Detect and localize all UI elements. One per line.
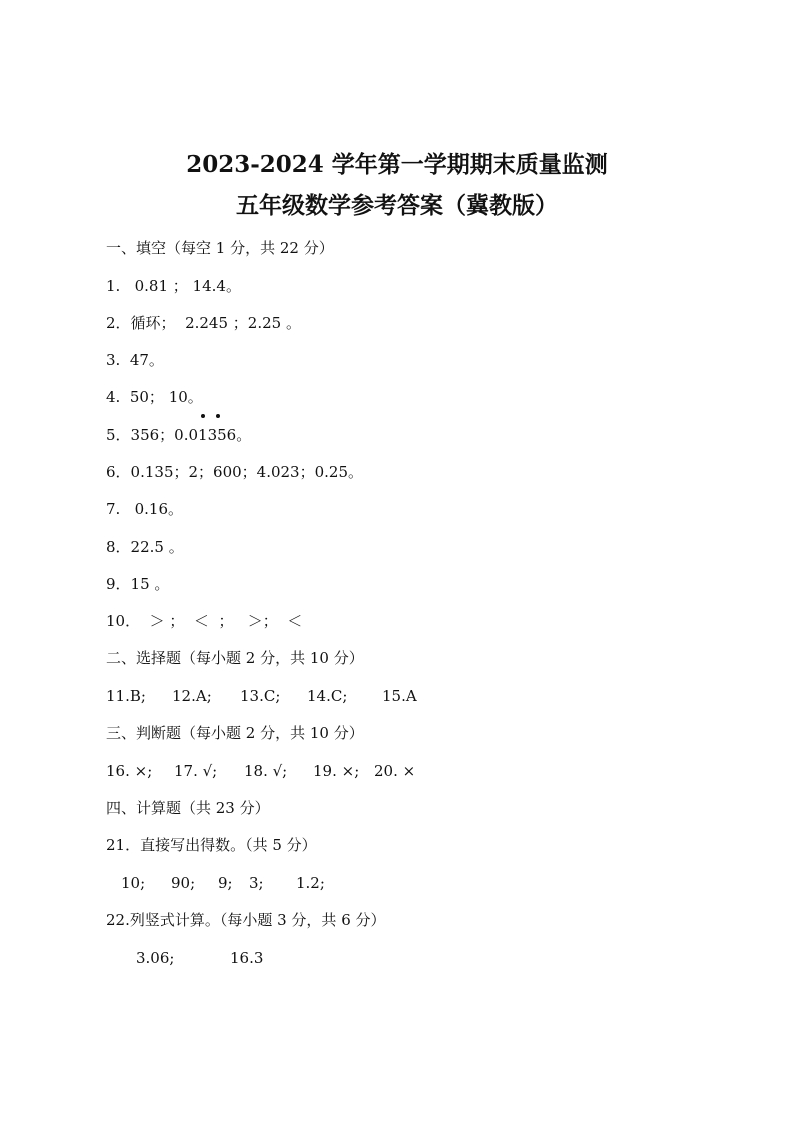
answer-16: 16. ×; [106,762,153,780]
section-heading-fill-in: 一、填空（每空 1 分，共 22 分） [106,239,334,257]
answer-22-2: 16.3 [230,949,264,967]
answer-21-1: 10; [121,874,146,892]
answer-13: 13.C; [240,687,281,705]
question-21-heading: 21．直接写出得数。（共 5 分） [106,836,317,854]
document-subtitle: 五年级数学参考答案（冀教版） [236,192,558,219]
answer-18: 18. √; [244,762,288,780]
answer-19: 19. ×; [313,762,360,780]
answer-line-9: 9．15 。 [106,575,170,593]
answer-20: 20. × [374,762,416,780]
answer-14: 14.C; [307,687,348,705]
answer-line-2: 2．循环； 2.245 ；2.25 。 [106,314,301,332]
answer-line-1: 1. 0.81 ； 14.4。 [106,277,241,295]
answer-21-2: 90; [171,874,196,892]
answer-line-4: 4. 50； 10。 [106,388,203,406]
answer-17: 17. √; [174,762,218,780]
true-false-answers [106,761,526,781]
answer-line-7: 7. 0.16。 [106,500,184,518]
section-heading-calculation: 四、计算题（共 23 分） [106,799,270,817]
multiple-choice-answers [106,686,526,706]
answer-21-5: 1.2; [296,874,325,892]
answer-22-1: 3.06; [136,949,175,967]
answer-15: 15.A [382,687,417,705]
answer-line-5: 5．356；0.01356。 [106,426,252,444]
question-22-answers [106,948,406,968]
answer-21-3: 9; [218,874,233,892]
answer-line-6: 6．0.135；2；600；4.023；0.25。 [106,463,364,481]
answer-11: 11.B; [106,687,146,705]
answer-line-3: 3. 47。 [106,351,164,369]
section-heading-multiple-choice: 二、选择题（每小题 2 分，共 10 分） [106,649,364,667]
answer-line-8: 8．22.5 。 [106,538,184,556]
section-heading-true-false: 三、判断题（每小题 2 分，共 10 分） [106,724,364,742]
repeating-decimal-dot [216,414,220,418]
repeating-decimal-dot [201,414,205,418]
question-21-answers [106,873,406,893]
document-title: 2023-2024 学年第一学期期末质量监测 [186,151,608,178]
answer-21-4: 3; [249,874,264,892]
question-22-heading: 22.列竖式计算。（每小题 3 分，共 6 分） [106,911,386,929]
answer-line-10: 10． ＞ ； ＜ ； ＞； ＜ [106,612,303,630]
answer-12: 12.A; [172,687,212,705]
